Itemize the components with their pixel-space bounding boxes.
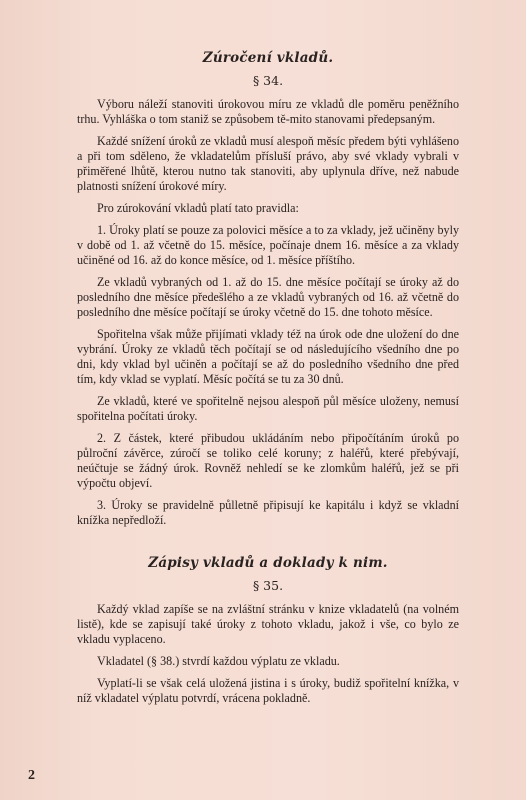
paragraph: Výboru náleží stanoviti úrokovou míru ze vkladů dle poměru peněžního trhu. Vyhláška o tom staniž se způsobem tě-mito stanovami předepsaným. — [77, 97, 459, 126]
section-number-35: § 35. — [252, 578, 284, 593]
paragraph: Vyplatí-li se však celá uložená jistina i s úroky, budiž spořitelní knížka, v níž vkladatel výplatu potvrdí, vrácena pokladně. — [77, 676, 459, 705]
page-number: 2 — [28, 768, 35, 783]
paragraph: 2. Z částek, které přibudou ukládáním nebo připočítáním úroků po půlroční závěrce, zúročí se toliko celé koruny; z haléřů, které přebývají, neúčtuje se žádný úrok. Rovněž nehledí se ke zlomkům haléřů, jež se při výpočtu objeví. — [77, 431, 459, 490]
paragraph: Ze vkladů, které ve spořitelně nejsou alespoň půl měsíce uloženy, nemusí spořitelna počítati úroky. — [77, 394, 459, 423]
paragraph: Každý vklad zapíše se na zvláštní stránku v knize vkladatelů (na volném listě), kde se zapisují také úroky z tohoto vkladu, jakož i vše, co bylo ze vkladu vyplaceno. — [77, 602, 459, 646]
paragraph: Každé snížení úroků ze vkladů musí alespoň měsíc předem býti vyhlášeno a při tom sděleno, že vkladatelům přísluší právo, aby své vklady vybrali v přiměřené lhůtě, kterou nutno tak stanoviti, aby uplynula dříve, než nabude platnosti snížení úrokové míry. — [77, 134, 459, 193]
paragraph: 3. Úroky se pravidelně půlletně připisují ke kapitálu i když se vkladní knížka nepředloží. — [77, 498, 459, 527]
section-title-34: Zúročení vkladů. — [202, 50, 334, 66]
paragraph: 1. Úroky platí se pouze za polovici měsíce a to za vklady, jež učiněny byly v době od 1. až včetně do 15. měsíce, počínaje dnem 16. měsíce a za vklady učiněné od 16. až do konce měsíce, od 1. měsíce příštího. — [77, 223, 459, 267]
paragraph: Ze vkladů vybraných od 1. až do 15. dne měsíce počítají se úroky až do posledního dne měsíce předešlého a ze vkladů vybraných od 16. až včetně do posledního dne měsíce počítají se úroky včetně do 15. dne tohoto měsíce. — [77, 275, 459, 319]
section-number-34: § 34. — [252, 73, 284, 88]
text-column — [77, 50, 459, 713]
paragraph: Spořitelna však může přijímati vklady též na úrok ode dne uložení do dne vybrání. Úroky ze vkladů těch počítají se od následujícího všedního dne po dni, kdy vklad byl učiněn a počítají se až do posledního všedního dne před tím, kdy vklad se vyplatí. Měsíc počítá se tu za 30 dnů. — [77, 327, 459, 386]
paragraph: Vkladatel (§ 38.) stvrdí každou výplatu ze vkladu. — [97, 654, 340, 668]
paragraph: Pro zúrokování vkladů platí tato pravidla: — [97, 201, 299, 215]
section-title-35: Zápisy vkladů a doklady k nim. — [148, 555, 388, 571]
